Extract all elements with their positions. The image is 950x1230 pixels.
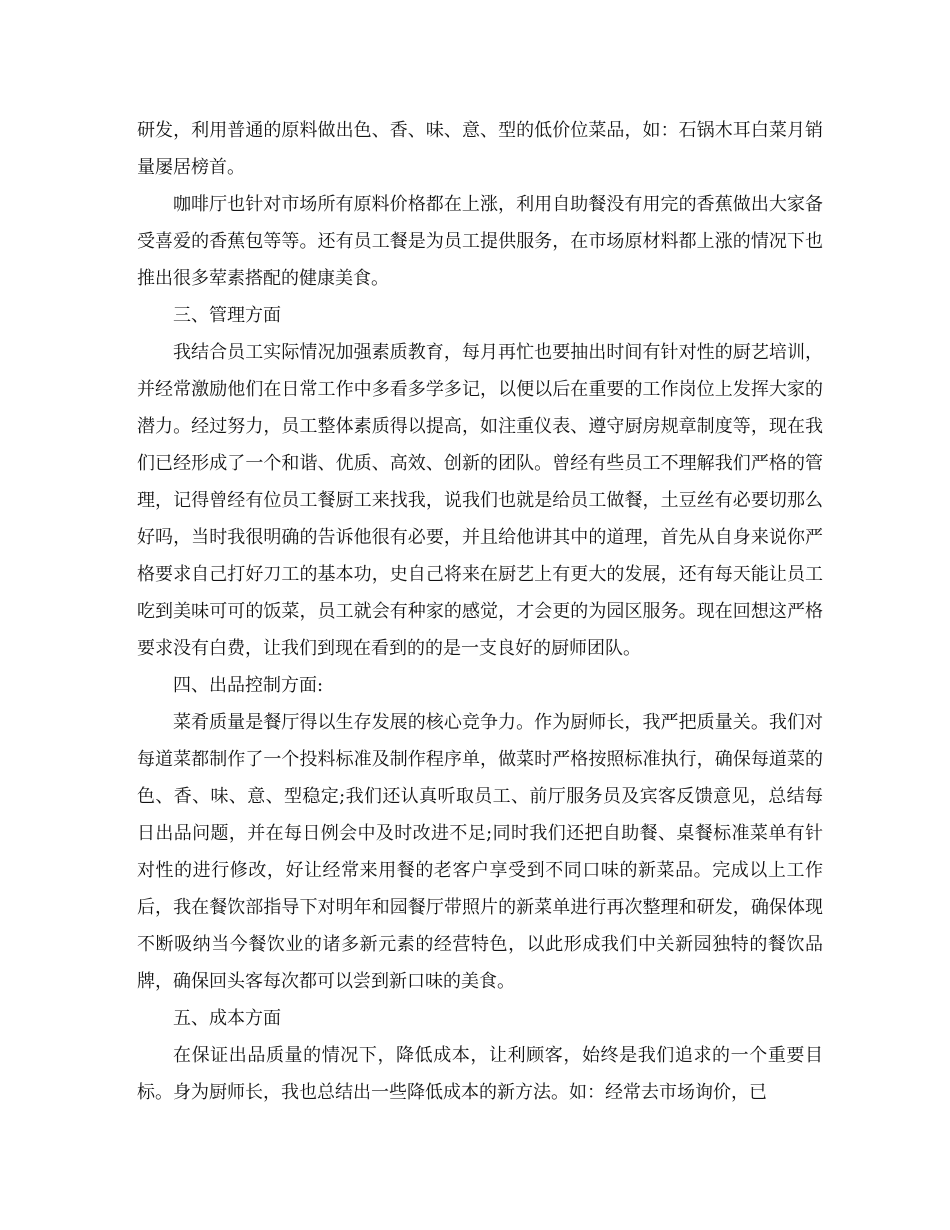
document-body — [137, 112, 823, 1111]
section-heading-output-control: 四、出品控制方面: — [173, 675, 324, 696]
section-heading-management: 三、管理方面 — [173, 305, 281, 326]
section-heading-cost: 五、成本方面 — [173, 1008, 281, 1029]
paragraph-intro-continuation: 研发，利用普通的原料做出色、香、味、意、型的低价位菜品，如：石锅木耳白菜月销量屡居榜首。 — [137, 120, 823, 178]
paragraph-coffee-shop: 咖啡厅也针对市场所有原料价格都在上涨，利用自助餐没有用完的香蕉做出大家备受喜爱的香蕉包等等。还有员工餐是为员工提供服务，在市场原材料都上涨的情况下也推出很多荤素搭配的健康美食。 — [137, 194, 823, 289]
paragraph-cost: 在保证出品质量的情况下，降低成本，让利顾客，始终是我们追求的一个重要目标。身为厨师长，我也总结出一些降低成本的新方法。如：经常去市场询价，已 — [137, 1045, 823, 1103]
paragraph-output-control: 菜肴质量是餐厅得以生存发展的核心竞争力。作为厨师长，我严把质量关。我们对每道菜都制作了一个投料标准及制作程序单，做菜时严格按照标准执行，确保每道菜的色、香、味、意、型稳定;我们还认真听取员工、前厅服务员及宾客反馈意见，总结每日出品问题，并在每日例会中及时改进不足;同时我们还把自助餐、桌餐标准菜单有针对性的进行修改，好让经常来用餐的老客户享受到不同口味的新菜品。完成以上工作后，我在餐饮部指导下对明年和园餐厅带照片的新菜单进行再次整理和研发，确保体现不断吸纳当今餐饮业的诸多新元素的经营特色，以此形成我们中关新园独特的餐饮品牌，确保回头客每次都可以尝到新口味的美食。 — [137, 712, 823, 992]
paragraph-management: 我结合员工实际情况加强素质教育，每月再忙也要抽出时间有针对性的厨艺培训，并经常激励他们在日常工作中多看多学多记，以便以后在重要的工作岗位上发挥大家的潜力。经过努力，员工整体素质得以提高，如注重仪表、遵守厨房规章制度等，现在我们已经形成了一个和谐、优质、高效、创新的团队。曾经有些员工不理解我们严格的管理，记得曾经有位员工餐厨工来找我，说我们也就是给员工做餐，土豆丝有必要切那么好吗，当时我很明确的告诉他很有必要，并且给他讲其中的道理，首先从自身来说你严格要求自己打好刀工的基本功，史自己将来在厨艺上有更大的发展，还有每天能让员工吃到美味可可的饭菜，员工就会有种家的感觉，才会更的为园区服务。现在回想这严格要求没有白费，让我们到现在看到的的是一支良好的厨师团队。 — [137, 342, 823, 659]
